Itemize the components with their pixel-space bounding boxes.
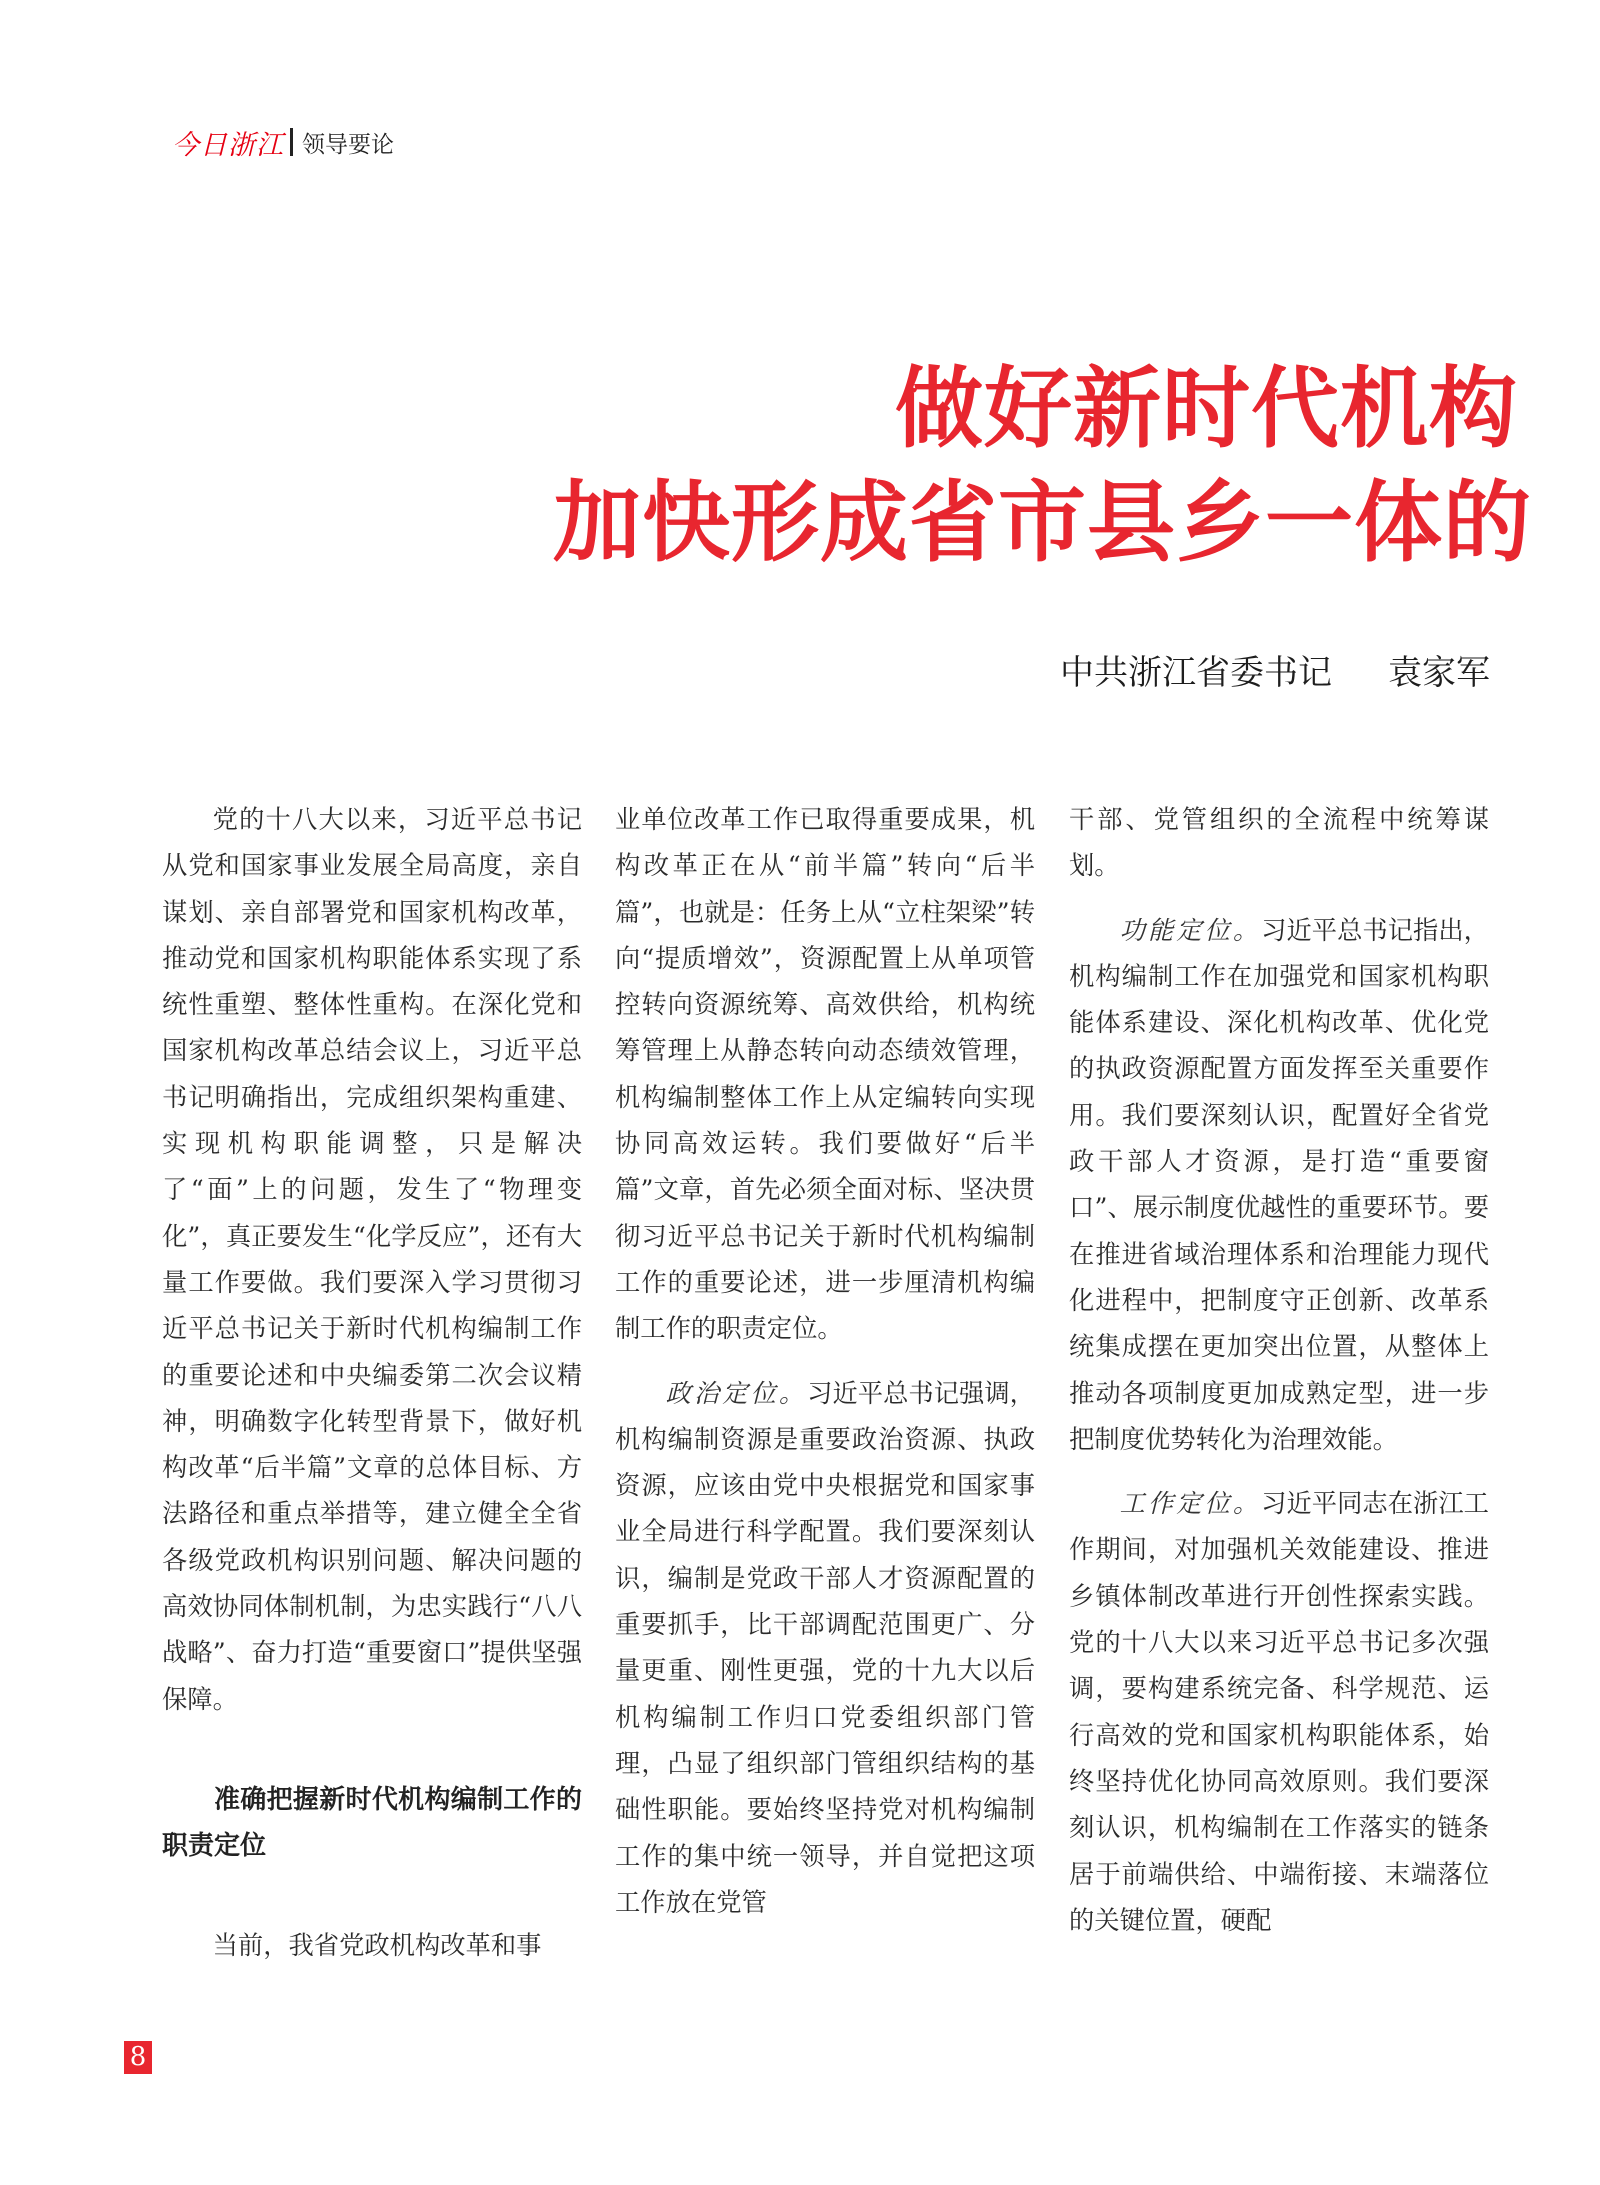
title-line-1: 做好新时代机构	[894, 357, 1518, 460]
paragraph-lead: 功能定位。	[1119, 915, 1262, 945]
paragraph: 干部、党管组织的全流程中统筹谋划。	[1069, 805, 1489, 881]
paragraph-body: 习近平总书记指出，机构编制工作在加强党和国家机构职能体系建设、深化机构改革、优化党的执政资源配置方面发挥至关重要作用。我们要深刻认识，配置好全省党政干部人才资源，是打造“重要窗口”、展示制度优越性的重要环节。要在推进省域治理体系和治理能力现代化进程中，把制度守正创新、改革系统集成摆在更加突出位置，从整体上推动各项制度更加成熟定型，进一步把制度优势转化为治理效能。	[1069, 915, 1489, 1454]
paragraph: 当前，我省党政机构改革和事	[212, 1930, 542, 1960]
section-heading: 准确把握新时代机构编制工作的职责定位	[162, 1784, 582, 1861]
page-header	[172, 124, 394, 160]
title-line-2: 加快形成省市县乡一体的	[552, 471, 1532, 574]
paragraph-lead: 工作定位。	[1119, 1489, 1262, 1519]
magazine-logo: 今日浙江	[172, 129, 284, 161]
article-title	[553, 352, 1532, 580]
text-column-1	[162, 797, 582, 1969]
paragraph-body: 习近平总书记强调，机构编制资源是重要政治资源、执政资源，应该由党中央根据党和国家事业全局进行科学配置。我们要深刻认识，编制是党政干部人才资源配置的重要抓手，比干部调配范围更广、分量更重、刚性更强，党的十九大以后机构编制工作归口党委组织部门管理，凸显了组织部门管组织结构的基础性职能。要始终坚持党对机构编制工作的集中统一领导，并自觉把这项工作放在党管	[615, 1378, 1035, 1917]
author-byline	[1060, 645, 1490, 694]
author-name: 袁家军	[1388, 653, 1490, 693]
paragraph: 业单位改革工作已取得重要成果，机构改革正在从“前半篇”转向“后半篇”，也就是：任务上从“立柱架梁”转向“提质增效”，资源配置上从单项管控转向资源统筹、高效供给，机构统筹管理上从静态转向动态绩效管理，机构编制整体工作上从定编转向实现协同高效运转。我们要做好“后半篇”文章，首先必须全面对标、坚决贯彻习近平总书记关于新时代机构编制工作的重要论述，进一步厘清机构编制工作的职责定位。	[615, 805, 1035, 1344]
author-position: 中共浙江省委书记	[1060, 653, 1332, 693]
page-number: 8	[124, 2041, 152, 2074]
paragraph	[1069, 908, 1489, 1464]
text-column-2	[615, 797, 1035, 1926]
section-label: 领导要论	[302, 131, 394, 158]
paragraph-body: 习近平同志在浙江工作期间，对加强机关效能建设、推进乡镇体制改革进行开创性探索实践。党的十八大以来习近平总书记多次强调，要构建系统完备、科学规范、运行高效的党和国家机构职能体系，始终坚持优化协同高效原则。我们要深刻认识，机构编制在工作落实的链条居于前端供给、中端衔接、末端落位的关键位置，硬配	[1069, 1489, 1489, 1935]
paragraph: 党的十八大以来，习近平总书记从党和国家事业发展全局高度，亲自谋划、亲自部署党和国家机构改革，推动党和国家机构职能体系实现了系统性重塑、整体性重构。在深化党和国家机构改革总结会议上，习近平总书记明确指出，完成组织架构重建、实现机构职能调整，只是解决了“面”上的问题，发生了“物理变化”，真正要发生“化学反应”，还有大量工作要做。我们要深入学习贯彻习近平总书记关于新时代机构编制工作的重要论述和中央编委第二次会议精神，明确数字化转型背景下，做好机构改革“后半篇”文章的总体目标、方法路径和重点举措等，建立健全全省各级党政机构识别问题、解决问题的高效协同体制机制，为忠实践行“八八战略”、奋力打造“重要窗口”提供坚强保障。	[162, 805, 582, 1714]
paragraph	[1069, 1481, 1489, 1944]
paragraph	[615, 1371, 1035, 1927]
paragraph-lead: 政治定位。	[665, 1378, 808, 1408]
text-column-3	[1069, 797, 1489, 1944]
header-divider	[290, 128, 293, 156]
